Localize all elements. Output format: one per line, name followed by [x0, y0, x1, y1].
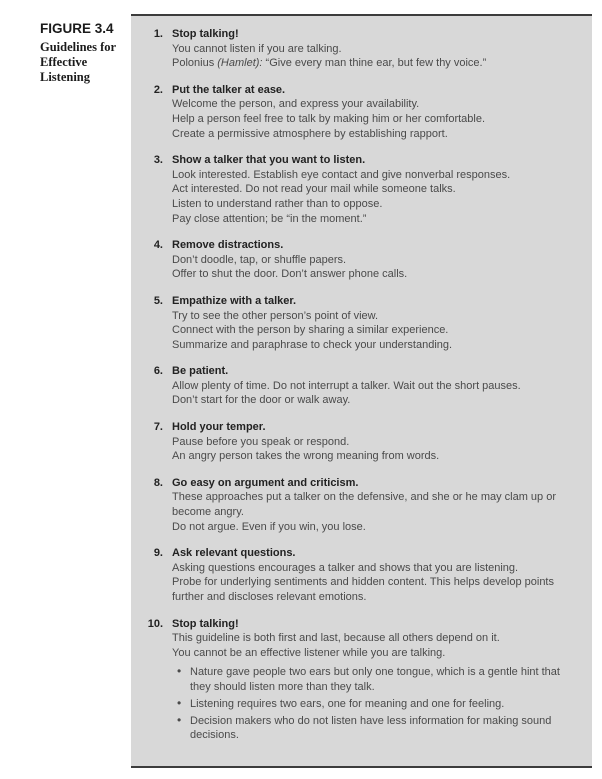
item-content [172, 294, 575, 352]
item-content [172, 364, 575, 408]
item-paragraph: You cannot be an effective listener while you are talking. [172, 646, 446, 659]
guidelines-panel [131, 14, 592, 768]
item-paragraph: You cannot listen if you are talking. [172, 42, 342, 55]
item-paragraph: Create a permissive atmosphere by establishing rapport. [172, 127, 448, 140]
list-item [139, 364, 575, 408]
list-item [139, 83, 575, 141]
item-heading: Stop talking! [172, 28, 239, 40]
list-item [139, 238, 575, 282]
plain-text: “Give every man thine ear, but few thy voice.” [262, 57, 487, 70]
item-paragraph: Offer to shut the door. Don’t answer phone calls. [172, 268, 408, 281]
item-heading: Put the talker at ease. [172, 83, 286, 96]
bullet-item: • Listening requires two ears, one for meaning and one for feeling. [190, 697, 575, 711]
item-number: 7. [153, 421, 163, 434]
bullet-item: • Nature gave people two ears but only one tongue, which is a gentle hint that they should listen more than they talk. [190, 665, 575, 693]
item-paragraph: Pay close attention; be “in the moment.” [172, 212, 367, 225]
item-heading: Go easy on argument and criticism. [172, 476, 359, 489]
item-number: 3. [153, 154, 163, 167]
item-content [172, 153, 575, 226]
list-item [139, 617, 575, 746]
item-content [172, 27, 575, 71]
item-content [172, 617, 575, 746]
list-item [139, 27, 575, 71]
item-paragraph: Summarize and paraphrase to check your understanding. [172, 338, 453, 351]
item-paragraph: Pause before you speak or respond. [172, 435, 350, 448]
item-paragraph: Allow plenty of time. Do not interrupt a talker. Wait out the short pauses. [172, 379, 521, 392]
item-heading: Ask relevant questions. [172, 547, 296, 560]
item-content [172, 238, 575, 282]
item-paragraph: Help a person feel free to talk by making him or her comfortable. [172, 112, 486, 125]
item-paragraph: Do not argue. Even if you win, you lose. [172, 520, 366, 533]
item-paragraph: Don’t start for the door or walk away. [172, 394, 351, 407]
item-number: 4. [153, 239, 163, 252]
list-item [139, 420, 575, 464]
item-heading: Empathize with a talker. [172, 294, 297, 307]
list-item [139, 294, 575, 352]
item-number: 2. [153, 83, 163, 96]
item-number: 10. [147, 617, 163, 630]
item-number: 5. [153, 294, 163, 307]
item-content [172, 420, 575, 464]
item-paragraph: Listen to understand rather than to oppose. [172, 197, 383, 210]
item-paragraph: This guideline is both first and last, because all others depend on it. [172, 632, 500, 645]
list-item [139, 476, 575, 534]
bullet-item: • Decision makers who do not listen have less information for making sound decisions. [190, 714, 575, 742]
list-item [139, 546, 575, 604]
figure-label [40, 21, 130, 85]
item-paragraph: Welcome the person, and express your availability. [172, 98, 420, 111]
item-paragraph: Connect with the person by sharing a similar experience. [172, 324, 449, 337]
item-content [172, 546, 575, 604]
item-number: 8. [153, 476, 163, 489]
item-heading: Show a talker that you want to listen. [172, 154, 366, 167]
guidelines-list [139, 27, 575, 745]
item-content [172, 83, 575, 141]
item-heading: Remove distractions. [172, 239, 284, 252]
italic-text: (Hamlet): [217, 57, 263, 70]
item-heading: Stop talking! [172, 617, 239, 630]
bullet-list [172, 665, 575, 742]
figure-caption [40, 40, 130, 85]
figure-number: FIGURE 3.4 [40, 21, 114, 36]
item-heading: Be patient. [172, 365, 229, 378]
item-paragraph: Don’t doodle, tap, or shuffle papers. [172, 253, 347, 266]
item-paragraph [172, 56, 575, 71]
figure-caption-line1: Guidelines for [40, 40, 117, 54]
item-paragraph: These approaches put a talker on the defensive, and she or he may clam up or become angry. [172, 491, 557, 519]
item-paragraph: An angry person takes the wrong meaning from words. [172, 450, 440, 463]
figure-caption-line2: Effective Listening [40, 55, 91, 84]
item-paragraph: Act interested. Do not read your mail while someone talks. [172, 183, 456, 196]
item-number: 9. [153, 547, 163, 560]
item-paragraph: Try to see the other person’s point of view. [172, 309, 379, 322]
item-number: 6. [153, 365, 163, 378]
item-number: 1. [153, 28, 163, 40]
item-heading: Hold your temper. [172, 421, 266, 434]
item-paragraph: Probe for underlying sentiments and hidden content. This helps develop points further and discloses relevant emotions. [172, 576, 554, 603]
item-paragraph: Look interested. Establish eye contact and give nonverbal responses. [172, 168, 511, 181]
plain-text: Polonius [172, 57, 218, 70]
item-content [172, 476, 575, 534]
item-paragraph: Asking questions encourages a talker and shows that you are listening. [172, 561, 519, 574]
list-item [139, 153, 575, 226]
